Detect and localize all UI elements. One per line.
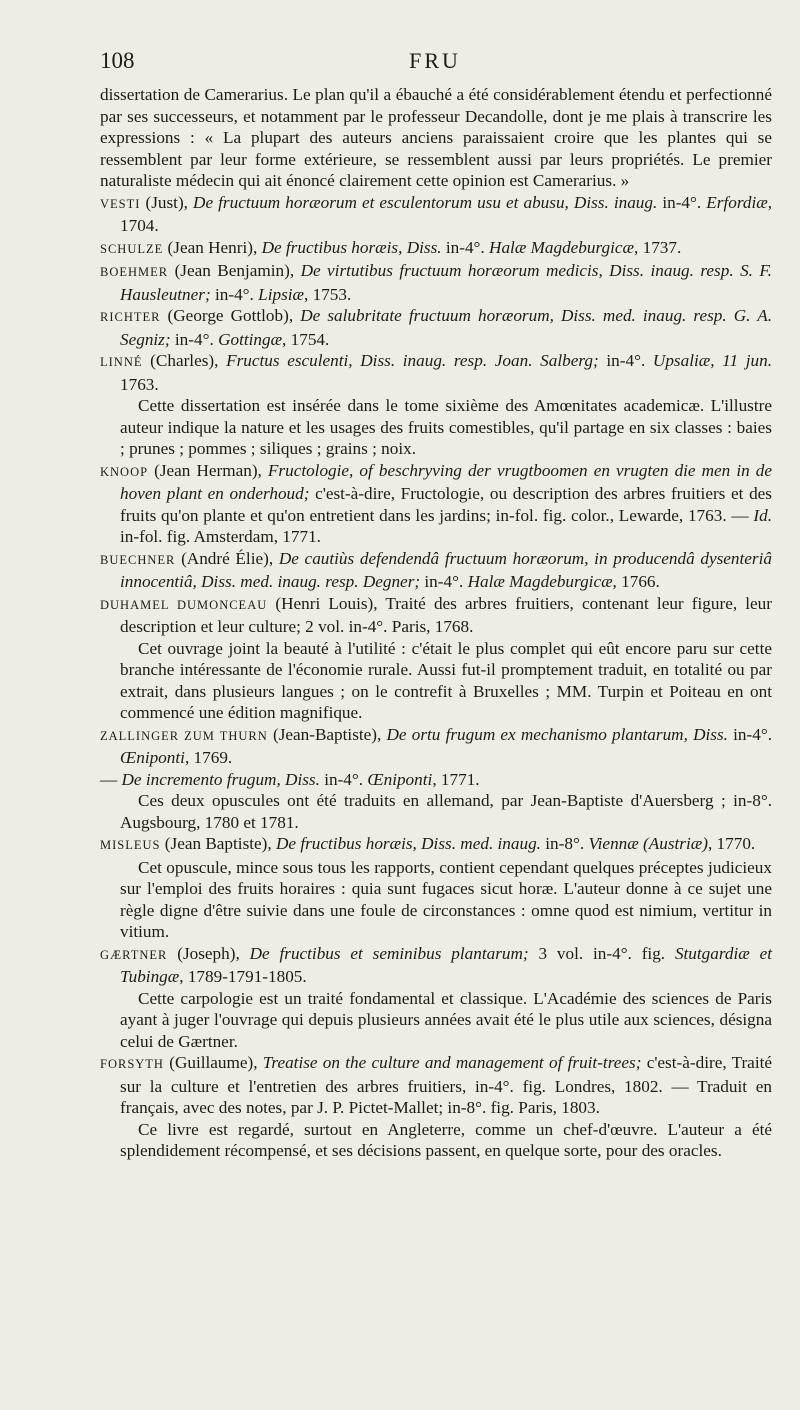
entry-title: De incremento frugum, Diss. — [121, 769, 320, 789]
entry-place: Œniponti — [120, 748, 185, 767]
bib-entry-boehmer — [100, 260, 772, 305]
entry-author: RICHTER — [100, 310, 161, 324]
entry-date: , 1754. — [282, 329, 330, 349]
entry-author: ZALLINGER ZUM THURN — [100, 728, 268, 743]
entry-format: in-4°. — [727, 724, 772, 744]
bibliography-text — [100, 84, 772, 1162]
entry-commentary: Cet opuscule, mince sous tous les rapports, contient cependant quelques préceptes judicieux sur l'emploi des fruits horaires : quia sunt fugaces sicut horæ. L'auteur donne à ce sujet une règle digne d'être suivie dans une foule de circonstances : omne quod est nimium, vertitur in vitium. — [120, 857, 772, 941]
entry-title: De ortu frugum ex mechanismo plantarum, Diss. — [386, 724, 728, 744]
entry-author: — — [100, 769, 118, 789]
bib-entry-knoop — [100, 460, 772, 548]
entry-given-name: (Jean Herman), — [148, 460, 268, 480]
entry-author: VESTI — [100, 196, 141, 211]
entry-given-name: (Jean Baptiste), — [160, 834, 276, 853]
entry-format: in-4°. — [319, 769, 368, 789]
page-number: 108 — [100, 48, 135, 73]
entry-date: , 1753. — [304, 284, 352, 304]
entry-title: De fructibus horæis, Diss. — [261, 237, 442, 257]
bib-entry-forsyth — [100, 1052, 772, 1119]
bib-entry-buechner — [100, 548, 772, 593]
entry-given-name: (Guillaume), — [163, 1053, 263, 1072]
entry-author: KNOOP — [100, 464, 149, 479]
entry-title: De salubritate fructuum horæorum, Diss. med. inaug. resp. G. A. Segniz; — [120, 306, 772, 349]
entry-format: in-4°. — [170, 329, 219, 349]
entry-format: c'est-à-dire, Traité sur la culture et l'entretien des arbres fruitiers, in-4°. fig. Londres, 1802. — Traduit en français, avec des notes, par J. P. Pictet-Mallet; in-8°. fig. Paris, 1803. — [120, 1053, 772, 1117]
entry-given-name: (Henri Louis), — [267, 593, 386, 613]
entry-date: 1763. — [120, 374, 159, 394]
entry-place: Stutgardiæ et Tubingæ — [120, 943, 772, 986]
entry-commentary: Ce livre est regardé, surtout en Angleterre, comme un chef-d'œuvre. L'auteur a été splendidement récompensé, et ses décisions passent, en quelque sorte, pour des oracles. — [120, 1119, 772, 1160]
entry-format: in-4°. — [657, 192, 707, 212]
entry-place: Upsaliæ, 11 jun. — [652, 351, 772, 370]
entry-place: Erfordiæ — [706, 192, 768, 212]
entry-given-name: (Charles), — [142, 351, 227, 370]
bib-entry-richter — [100, 305, 772, 350]
entry-date: , 1737. — [634, 237, 682, 257]
entry-format: in-8°. — [540, 834, 589, 853]
continued-paragraph: dissertation de Camerarius. Le plan qu'il a ébauché a été considérablement étendu et perfectionné par ses successeurs, et notamment par le professeur Decandolle, dont je me plais à transcrire les expressions : « La plupart des auteurs anciens paraissaient croire que les plantes qui se ressemblent par leur forme extérieure, se ressemblent aussi par leurs propriétés. Le premier naturaliste médecin qui ait énoncé clairement cette opinion est Camerarius. » — [100, 85, 772, 190]
entry-title: Treatise on the culture and management of fruit-trees; — [262, 1053, 642, 1072]
entry-format: in-4°. — [441, 237, 490, 257]
entry-format: in-4°. — [598, 351, 653, 370]
bib-entry-linne — [100, 350, 772, 395]
entry-date: , 1770. — [707, 834, 756, 853]
bib-entry-vesti — [100, 192, 772, 237]
entry-title: De fructibus et seminibus plantarum; — [249, 943, 529, 963]
entry-place: Viennæ (Austriæ) — [588, 834, 708, 853]
bib-entry-duhamel — [100, 593, 772, 638]
entry-given-name: (Jean Benjamin), — [168, 261, 301, 280]
entry-given-name: (Jean-Baptiste), — [267, 724, 387, 744]
entry-place: Lipsiæ — [258, 284, 305, 304]
bib-entry-schulze — [100, 237, 772, 261]
entry-date: in-fol. fig. Amsterdam, 1771. — [120, 527, 321, 546]
entry-format: in-4°. — [420, 572, 468, 591]
entry-title: De virtutibus fructuum horæorum medicis, Diss. inaug. resp. S. F. Hausleutner; — [120, 261, 772, 304]
entry-author: MISLEUS — [100, 838, 161, 852]
entry-author: SCHULZE — [100, 241, 164, 256]
entry-place: Id. — [753, 505, 772, 525]
entry-commentary: Cette carpologie est un traité fondamental et classique. L'Académie des sciences de Paris ayant à juger l'ouvrage qui depuis plusieurs années avait été le plus utile aux sciences, désigna celui de Gærtner. — [120, 988, 772, 1051]
page-header — [100, 48, 770, 78]
bib-entry-zallinger-2 — [100, 769, 772, 791]
entry-author: BOEHMER — [100, 265, 169, 279]
entry-format: Traité des arbres fruitiers, contenant leur figure, leur description et leur culture; 2 vol. in-4°. Paris, 1768. — [120, 593, 772, 636]
entry-format: c'est-à-dire, Fructologie, ou description des arbres fruitiers et des fruits qu'on plante et qu'on entretient dans les jardins; in-fol. fig. color., Lewarde, 1763. — — [120, 484, 772, 525]
entry-given-name: (Just), — [140, 192, 194, 212]
entry-title: Fructus esculenti, Diss. inaug. resp. Joan. Salberg; — [226, 351, 599, 370]
entry-given-name: (George Gottlob), — [160, 306, 301, 325]
entry-place: Halæ Magdeburgicæ — [467, 572, 613, 591]
entry-author: FORSYTH — [100, 1057, 164, 1071]
entry-date: , 1769. — [184, 748, 233, 767]
entry-author: GÆRTNER — [100, 947, 168, 962]
bib-entry-gaertner — [100, 943, 772, 988]
entry-title: De fructibus horæis, Diss. med. inaug. — [276, 834, 541, 853]
entry-given-name: (Joseph), — [167, 943, 250, 963]
entry-place: Œniponti — [367, 769, 433, 789]
entry-title: Fructologie, of beschryving der vrugtboomen en vrugten die men in de hoven plant en onderhoud; — [120, 460, 772, 503]
entry-author: DUHAMEL DUMONCEAU — [100, 597, 268, 612]
entry-given-name: (André Élie), — [175, 548, 279, 568]
entry-author: BUECHNER — [100, 552, 176, 567]
entry-commentary: Cet ouvrage joint la beauté à l'utilité : c'était le plus complet qui eût encore paru sur cette branche intéressante de l'économie rurale. Aussi fut-il promptement traduit, en totalité ou par extrait, dans plusieurs langues ; on le contrefit à Bruxelles ; MM. Turpin et Poiteau en ont commencé une édition magnifique. — [120, 638, 772, 722]
entry-commentary: Cette dissertation est insérée dans le tome sixième des Amœnitates academicæ. L'illustre auteur indique la nature et les usages des fruits comestibles, qu'il partage en six classes : baies ; prunes ; pommes ; siliques ; grains ; noix. — [120, 396, 772, 458]
entry-title: De cautiùs defendendâ fructuum horæorum, in producendâ dysenteriâ innocentiâ, Diss. med. inaug. resp. Degner; — [120, 548, 772, 591]
entry-date: , 1771. — [432, 769, 480, 789]
entry-given-name: (Jean Henri), — [163, 237, 262, 257]
entry-place: Gottingæ — [218, 329, 283, 349]
entry-format: in-4°. — [210, 284, 259, 304]
entry-title: De fructuum horæorum et esculentorum usu et abusu, Diss. inaug. — [193, 192, 658, 212]
entry-author: LINNÉ — [100, 355, 143, 369]
entry-date: , 1704. — [120, 192, 773, 235]
entry-commentary: Ces deux opuscules ont été traduits en allemand, par Jean-Baptiste d'Auersberg ; in-8°. Augsbourg, 1780 et 1781. — [120, 791, 772, 832]
entry-date: , 1789-1791-1805. — [179, 967, 307, 986]
entry-format: 3 vol. in-4°. fig. — [528, 943, 675, 963]
bib-entry-zallinger — [100, 724, 772, 769]
entry-date: , 1766. — [612, 572, 660, 591]
running-head: FRU — [409, 48, 461, 73]
bib-entry-misleus — [100, 833, 772, 857]
entry-place: Halæ Magdeburgicæ — [489, 237, 634, 257]
